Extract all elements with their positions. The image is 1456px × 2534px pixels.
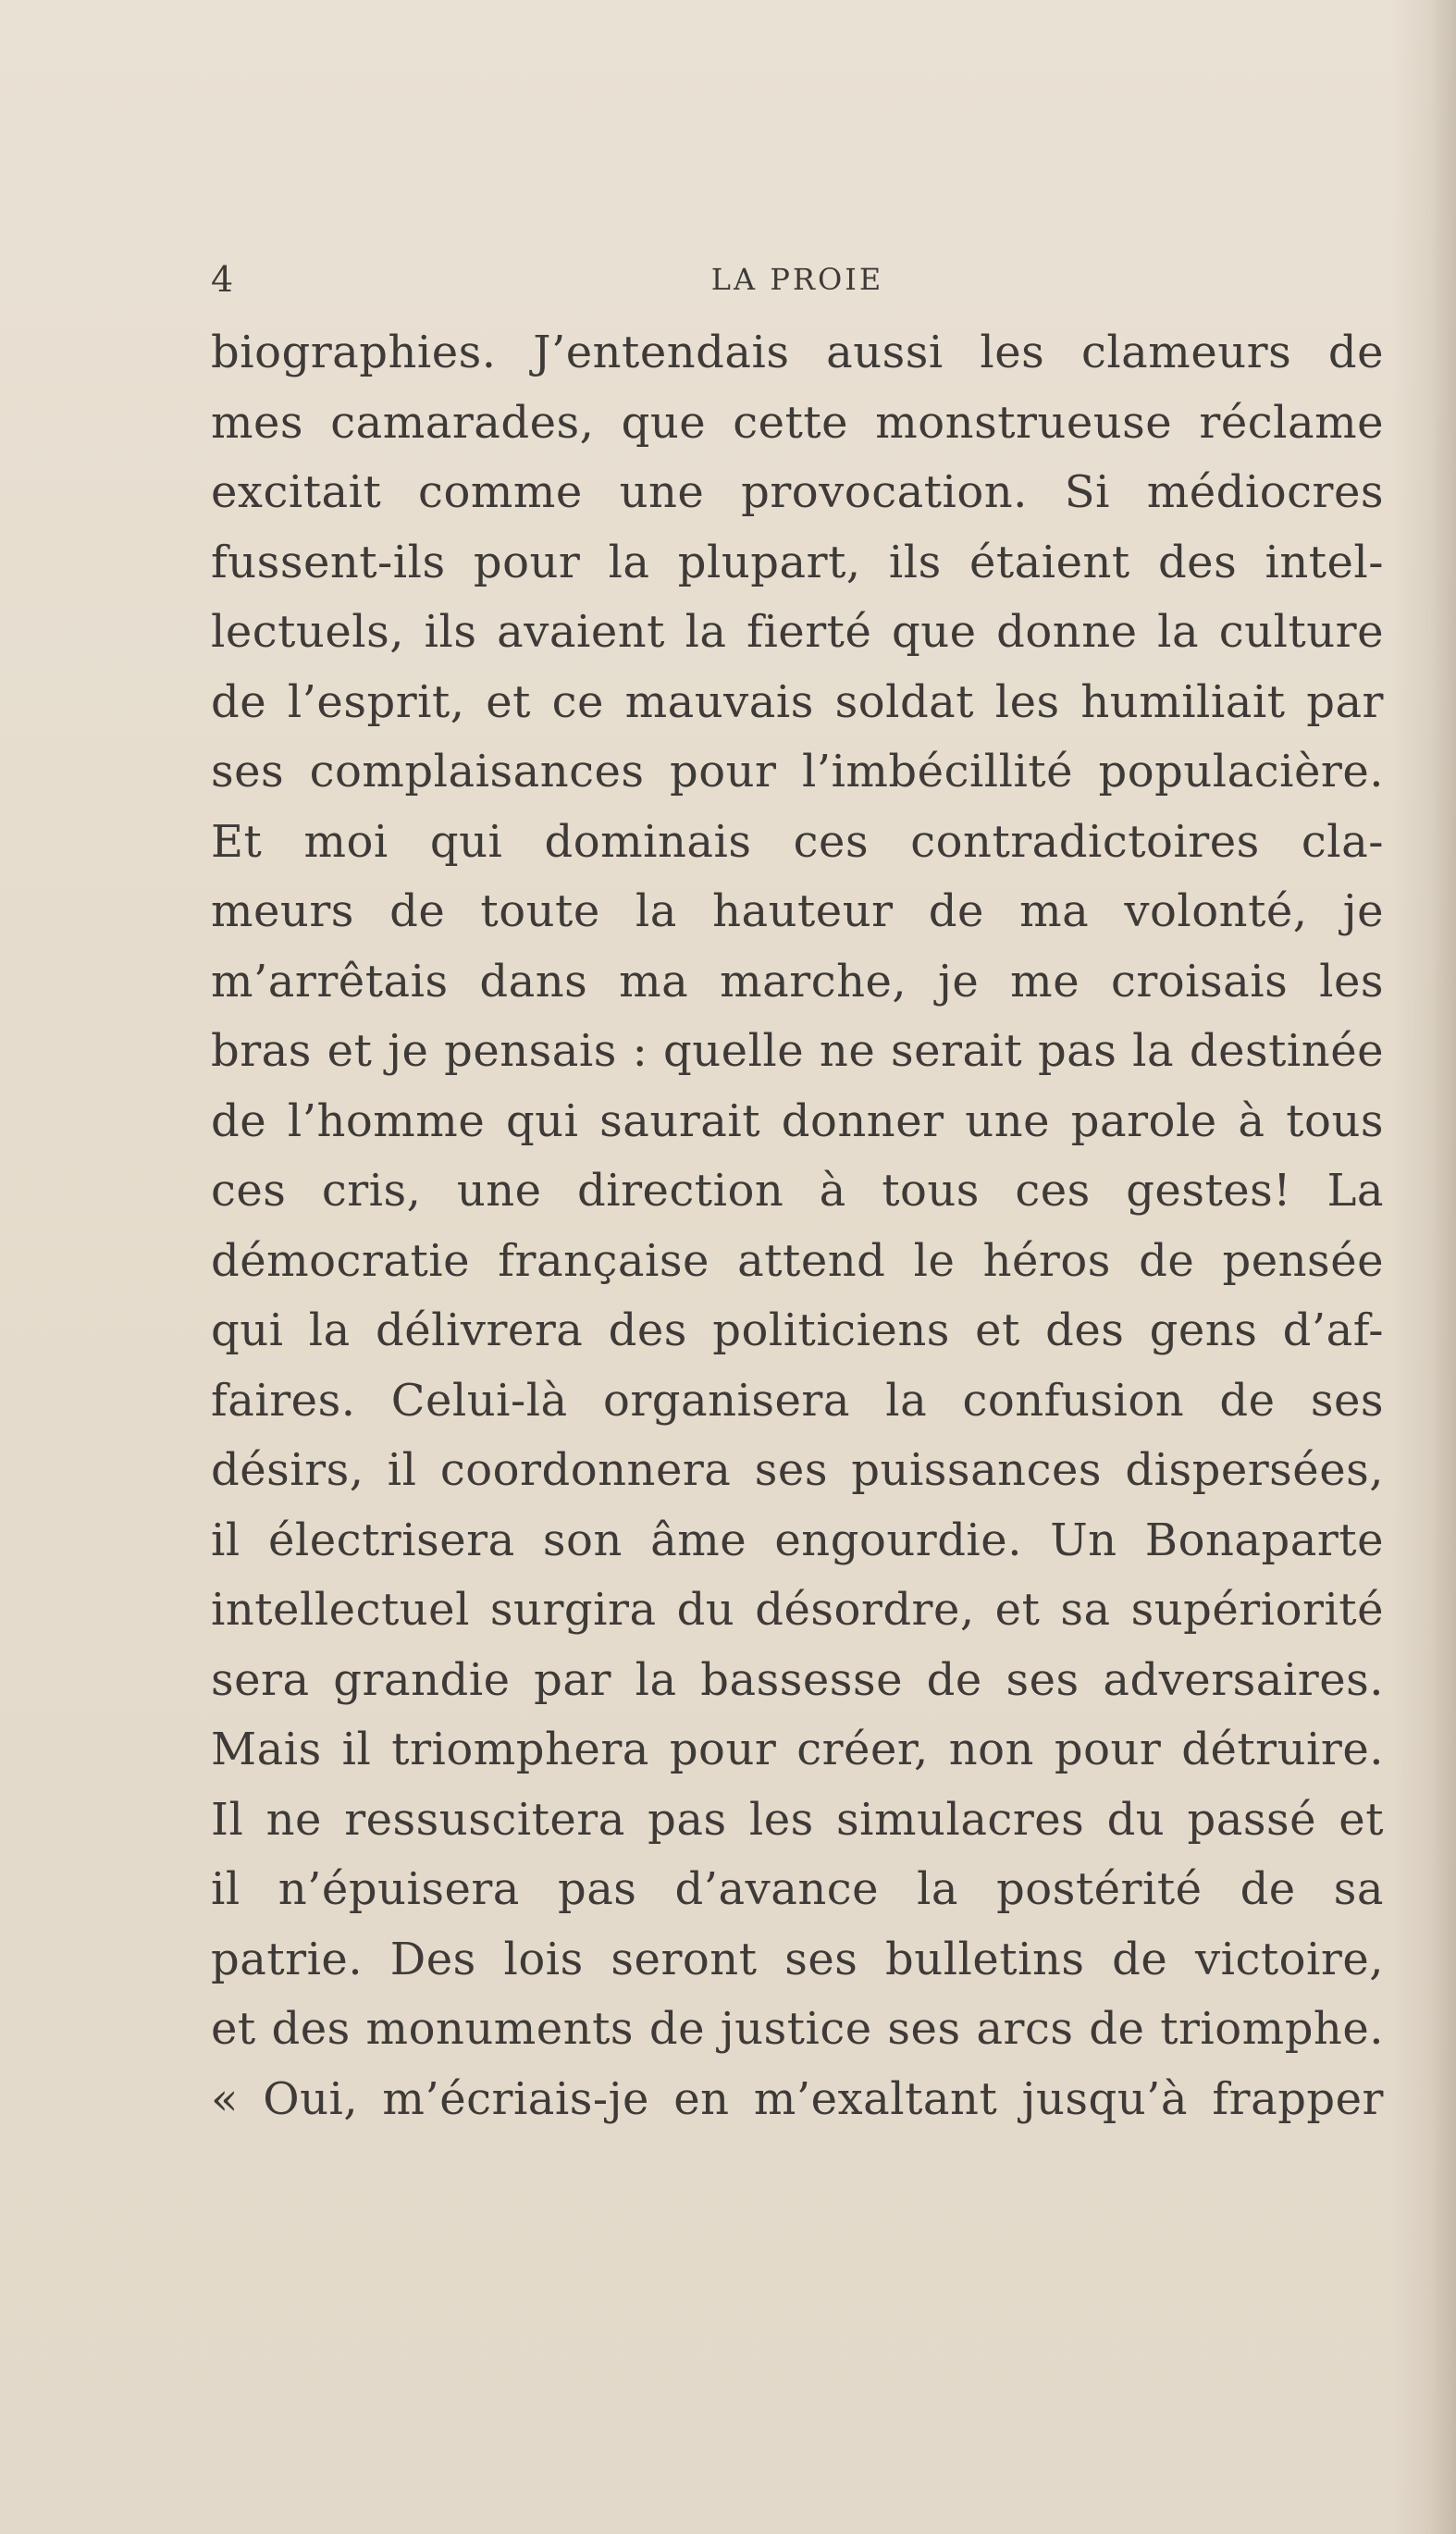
text-line: et des monuments de justice ses arcs de triomphe. [211, 2003, 1384, 2055]
text-line: Et moi qui dominais ces contradictoires cla- [211, 815, 1384, 868]
text-line: Mais il triomphera pour créer, non pour détruire. [211, 1724, 1384, 1775]
text-line: lectuels, ils avaient la fierté que donne la culture [211, 606, 1384, 658]
page-number: 4 [211, 259, 234, 300]
text-line: il n’épuisera pas d’avance la postérité de sa [211, 1863, 1384, 1915]
text-line: mes camarades, que cette monstrueuse réclame [211, 396, 1384, 449]
body-text [211, 318, 1384, 2134]
text-line: sera grandie par la bassesse de ses adversaires. [211, 1653, 1384, 1706]
text-line: désirs, il coordonnera ses puissances dispersées, [211, 1444, 1384, 1496]
text-line: m’arrêtais dans ma marche, je me croisais les [211, 955, 1384, 1007]
text-line: de l’esprit, et ce mauvais soldat les humiliait par [211, 675, 1384, 728]
text-line: intellectuel surgira du désordre, et sa supériorité [211, 1584, 1384, 1636]
text-line: bras et je pensais : quelle ne serait pas la destinée [211, 1025, 1384, 1077]
text-line: fussent-ils pour la plupart, ils étaient des intel- [211, 536, 1384, 588]
text-line: « Oui, m’écriais-je en m’exaltant jusqu’à frapper [211, 2072, 1384, 2125]
text-line: excitait comme une provocation. Si médiocres [211, 466, 1384, 518]
text-line: meurs de toute la hauteur de ma volonté, je [211, 885, 1384, 937]
text-line: ces cris, une direction à tous ces gestes! La [211, 1165, 1384, 1217]
text-line: faires. Celui-là organisera la confusion de ses [211, 1374, 1384, 1427]
text-line: Il ne ressuscitera pas les simulacres du passé et [211, 1793, 1384, 1846]
text-line: biographies. J’entendais aussi les clameurs de [211, 327, 1384, 378]
text-line: ses complaisances pour l’imbécillité populacière. [211, 746, 1384, 797]
page-edge-shadow [1391, 0, 1456, 2534]
running-title: LA PROIE [710, 262, 884, 297]
text-line: patrie. Des lois seront ses bulletins de victoire, [211, 1933, 1384, 1985]
text-line: de l’homme qui saurait donner une parole à tous [211, 1094, 1384, 1147]
text-line: démocratie française attend le héros de pensée [211, 1234, 1384, 1287]
text-line: il électrisera son âme engourdie. Un Bonaparte [211, 1514, 1384, 1566]
text-line: qui la délivrera des politiciens et des gens d’af- [211, 1304, 1384, 1356]
page-header [211, 252, 1384, 307]
